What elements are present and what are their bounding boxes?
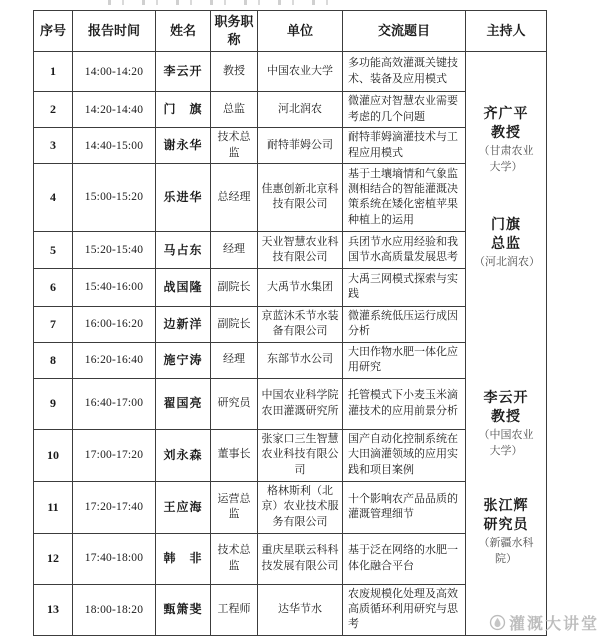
time-cell: 18:00-18:20 [73, 584, 156, 635]
serial-cell: 10 [34, 429, 73, 481]
unit-cell: 达华节水 [258, 584, 343, 635]
time-cell: 14:00-14:20 [73, 52, 156, 92]
title-cell: 经理 [211, 342, 258, 378]
serial-cell: 11 [34, 481, 73, 533]
host-block [466, 390, 546, 459]
topic-cell: 托管模式下小麦玉米滴灌技术的应用前景分析 [343, 378, 466, 429]
host-affiliation: （新疆水科院） [478, 537, 534, 565]
header-time: 报告时间 [73, 11, 156, 52]
time-cell: 16:00-16:20 [73, 306, 156, 342]
name-cell: 乐进华 [156, 163, 211, 231]
host-title: 教授 [491, 410, 521, 426]
serial-cell: 2 [34, 92, 73, 128]
serial-cell: 4 [34, 163, 73, 231]
header-title: 职务职称 [211, 11, 258, 52]
header-host: 主持人 [466, 11, 547, 52]
unit-cell: 耐特菲姆公司 [258, 128, 343, 164]
clipped-text-fragments [108, 0, 338, 5]
topic-cell: 多功能高效灌溉关键技术、装备及应用模式 [343, 52, 466, 92]
topic-cell: 微灌系统低压运行成因分析 [343, 306, 466, 342]
title-cell: 技术总监 [211, 128, 258, 164]
watermark-logo-icon [489, 614, 506, 631]
title-cell: 董事长 [211, 429, 258, 481]
serial-cell: 6 [34, 268, 73, 306]
report-schedule-table [33, 10, 547, 636]
serial-cell: 7 [34, 306, 73, 342]
unit-cell: 东部节水公司 [258, 342, 343, 378]
serial-cell: 9 [34, 378, 73, 429]
serial-cell: 1 [34, 52, 73, 92]
topic-cell: 大禹三网模式探索与实践 [343, 268, 466, 306]
name-cell: 甄箫斐 [156, 584, 211, 635]
title-cell: 工程师 [211, 584, 258, 635]
serial-cell: 5 [34, 231, 73, 268]
title-cell: 教授 [211, 52, 258, 92]
name-cell: 战国隆 [156, 268, 211, 306]
title-cell: 经理 [211, 231, 258, 268]
title-cell: 总监 [211, 92, 258, 128]
name-cell: 王应海 [156, 481, 211, 533]
title-cell: 副院长 [211, 268, 258, 306]
name-cell: 李云开 [156, 52, 211, 92]
topic-cell: 耐特菲姆滴灌技术与工程应用模式 [343, 128, 466, 164]
header-unit: 单位 [258, 11, 343, 52]
time-cell: 15:40-16:00 [73, 268, 156, 306]
unit-cell: 京蓝沐禾节水装备有限公司 [258, 306, 343, 342]
title-cell: 副院长 [211, 306, 258, 342]
host-block [466, 217, 546, 270]
host-name: 张江辉 [483, 499, 529, 515]
title-cell: 运营总监 [211, 481, 258, 533]
unit-cell: 中国农业科学院农田灌溉研究所 [258, 378, 343, 429]
title-cell: 技术总监 [211, 533, 258, 584]
time-cell: 15:00-15:20 [73, 163, 156, 231]
topic-cell: 十个影响农产品品质的灌溉管理细节 [343, 481, 466, 533]
unit-cell: 重庆星联云科科技发展有限公司 [258, 533, 343, 584]
header-row [34, 11, 547, 52]
unit-cell: 中国农业大学 [258, 52, 343, 92]
header-serial: 序号 [34, 11, 73, 52]
table-row [34, 52, 547, 92]
serial-cell: 13 [34, 584, 73, 635]
name-cell: 门 旗 [156, 92, 211, 128]
time-cell: 17:40-18:00 [73, 533, 156, 584]
unit-cell: 天业智慧农业科技有限公司 [258, 231, 343, 268]
host-affiliation: （甘肃农业大学） [478, 145, 534, 173]
time-cell: 15:20-15:40 [73, 231, 156, 268]
topic-cell: 大田作物水肥一体化应用研究 [343, 342, 466, 378]
name-cell: 刘永森 [156, 429, 211, 481]
host-title: 教授 [491, 126, 521, 142]
host-name: 李云开 [483, 391, 529, 407]
unit-cell: 张家口三生智慧农业科技有限公司 [258, 429, 343, 481]
watermark [489, 611, 599, 634]
host-affiliation: （中国农业大学） [478, 429, 534, 457]
time-cell: 17:20-17:40 [73, 481, 156, 533]
name-cell: 翟国亮 [156, 378, 211, 429]
host-name: 门旗 [491, 218, 521, 234]
name-cell: 谢永华 [156, 128, 211, 164]
time-cell: 14:40-15:00 [73, 128, 156, 164]
name-cell: 施宁涛 [156, 342, 211, 378]
host-block [466, 498, 546, 567]
time-cell: 16:20-16:40 [73, 342, 156, 378]
unit-cell: 佳惠创新北京科技有限公司 [258, 163, 343, 231]
host-block [466, 106, 546, 175]
title-cell: 研究员 [211, 378, 258, 429]
title-cell: 总经理 [211, 163, 258, 231]
host-name: 齐广平 [483, 107, 529, 123]
host-title: 研究员 [483, 518, 529, 534]
watermark-text: 灌溉大讲堂 [508, 616, 599, 633]
header-topic: 交流题目 [343, 11, 466, 52]
unit-cell: 格林斯利（北京）农业技术服务有限公司 [258, 481, 343, 533]
name-cell: 马占东 [156, 231, 211, 268]
topic-cell: 兵团节水应用经验和我国节水高质量发展思考 [343, 231, 466, 268]
serial-cell: 3 [34, 128, 73, 164]
time-cell: 14:20-14:40 [73, 92, 156, 128]
serial-cell: 12 [34, 533, 73, 584]
unit-cell: 大禹节水集团 [258, 268, 343, 306]
topic-cell: 基于泛在网络的水肥一体化融合平台 [343, 533, 466, 584]
header-name: 姓名 [156, 11, 211, 52]
host-title: 总监 [491, 237, 521, 253]
host-area [466, 52, 546, 634]
serial-cell: 8 [34, 342, 73, 378]
topic-cell: 国产自动化控制系统在大田滴灌领域的应用实践和项目案例 [343, 429, 466, 481]
host-column-cell [466, 52, 547, 635]
time-cell: 17:00-17:20 [73, 429, 156, 481]
unit-cell: 河北润农 [258, 92, 343, 128]
name-cell: 边新洋 [156, 306, 211, 342]
topic-cell: 农废规模化处理及高效高质循环利用研究与思考 [343, 584, 466, 635]
topic-cell: 微灌应对智慧农业需要考虑的几个问题 [343, 92, 466, 128]
topic-cell: 基于土壤墒情和气象监测相结合的智能灌溉决策系统在矮化密植苹果种植上的运用 [343, 163, 466, 231]
host-affiliation: （河北润农） [474, 256, 540, 269]
time-cell: 16:40-17:00 [73, 378, 156, 429]
name-cell: 韩 非 [156, 533, 211, 584]
